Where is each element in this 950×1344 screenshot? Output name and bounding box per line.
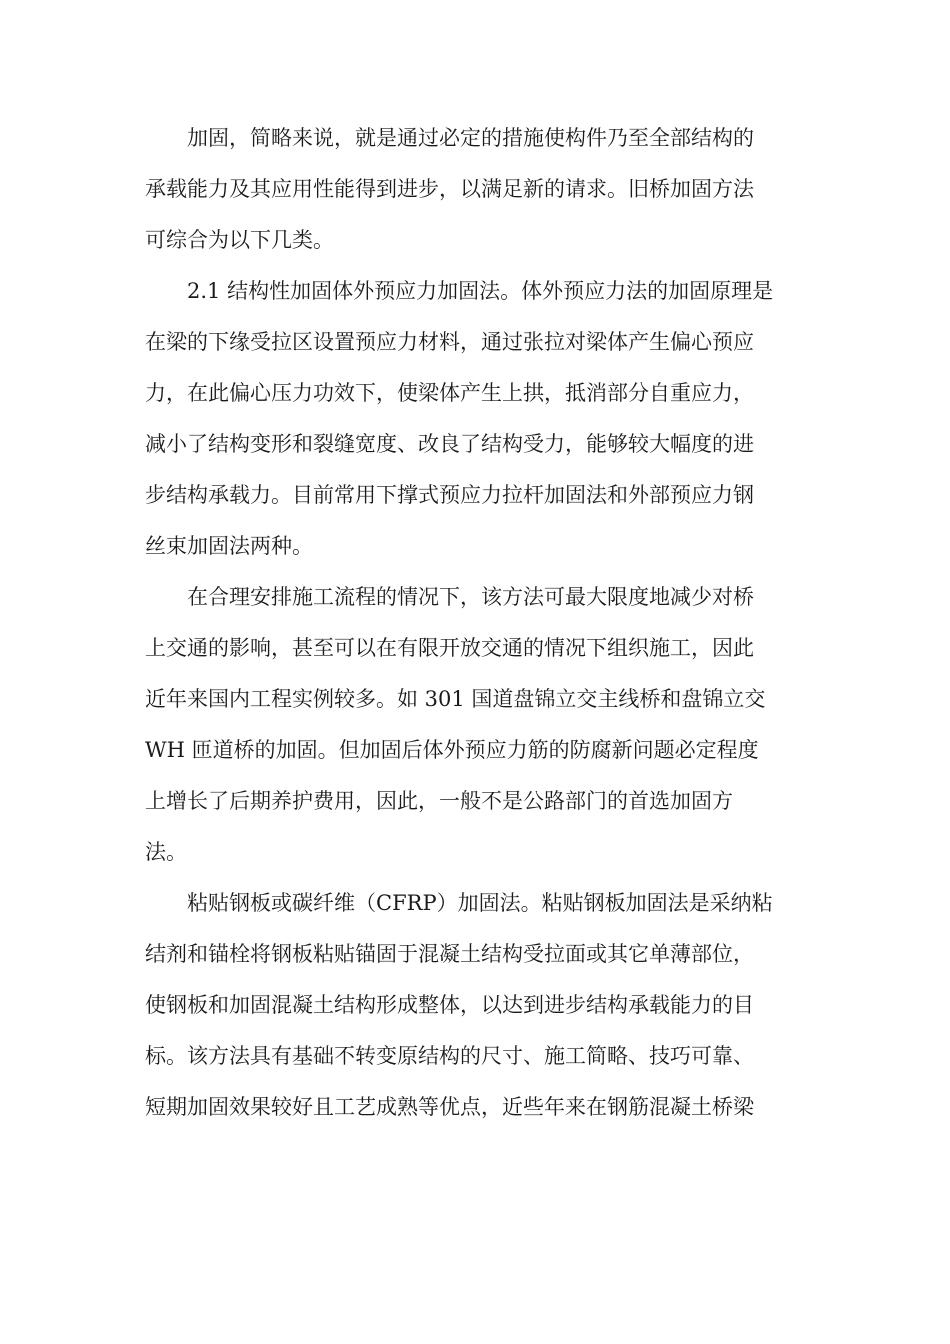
text-line: 结剂和锚栓将钢板粘贴锚固于混凝土结构受拉面或其它单薄部位， xyxy=(145,942,754,966)
text-line: 使钢板和加固混凝土结构形成整体，以达到进步结构承载能力的目 xyxy=(145,993,754,1017)
text-line: 标。该方法具有基础不转变原结构的尺寸、施工简略、技巧可靠、 xyxy=(145,1044,754,1068)
paragraph-intro xyxy=(145,113,810,266)
text-line: 在梁的下缘受拉区设置预应力材料，通过张拉对梁体产生偏心预应 xyxy=(145,330,754,354)
text-line: 减小了结构变形和裂缝宽度、改良了结构受力，能够较大幅度的进 xyxy=(145,432,754,456)
text-line: 2.1 结构性加固体外预应力加固法。体外预应力法的加固原理是 xyxy=(187,279,774,303)
text-line: 上增长了后期养护费用，因此，一般不是公路部门的首选加固方 xyxy=(145,789,733,813)
paragraph-steel-plate-cfrp xyxy=(145,878,810,1133)
text-line: 粘贴钢板或碳纤维（CFRP）加固法。粘贴钢板加固法是采纳粘 xyxy=(187,891,773,915)
text-line: 近年来国内工程实例较多。如 301 国道盘锦立交主线桥和盘锦立交 xyxy=(145,687,766,711)
document-body xyxy=(145,113,810,1133)
text-line: 加固，简略来说，就是通过必定的措施使构件乃至全部结构的 xyxy=(187,126,754,150)
text-line: 法。 xyxy=(145,840,187,864)
text-line: 可综合为以下几类。 xyxy=(145,228,334,252)
paragraph-external-prestress xyxy=(145,266,810,572)
paragraph-construction xyxy=(145,572,810,878)
text-line: 上交通的影响，甚至可以在有限开放交通的情况下组织施工，因此 xyxy=(145,636,754,660)
text-line: 在合理安排施工流程的情况下，该方法可最大限度地减少对桥 xyxy=(187,585,754,609)
text-line: 短期加固效果较好且工艺成熟等优点，近些年来在钢筋混凝土桥梁 xyxy=(145,1095,754,1119)
text-line: 丝束加固法两种。 xyxy=(145,534,313,558)
text-line: 步结构承载力。目前常用下撑式预应力拉杆加固法和外部预应力钢 xyxy=(145,483,754,507)
text-line: 力，在此偏心压力功效下，使梁体产生上拱，抵消部分自重应力， xyxy=(145,381,754,405)
text-line: WH 匝道桥的加固。但加固后体外预应力筋的防腐新问题必定程度 xyxy=(145,738,759,762)
text-line: 承载能力及其应用性能得到进步，以满足新的请求。旧桥加固方法 xyxy=(145,177,754,201)
